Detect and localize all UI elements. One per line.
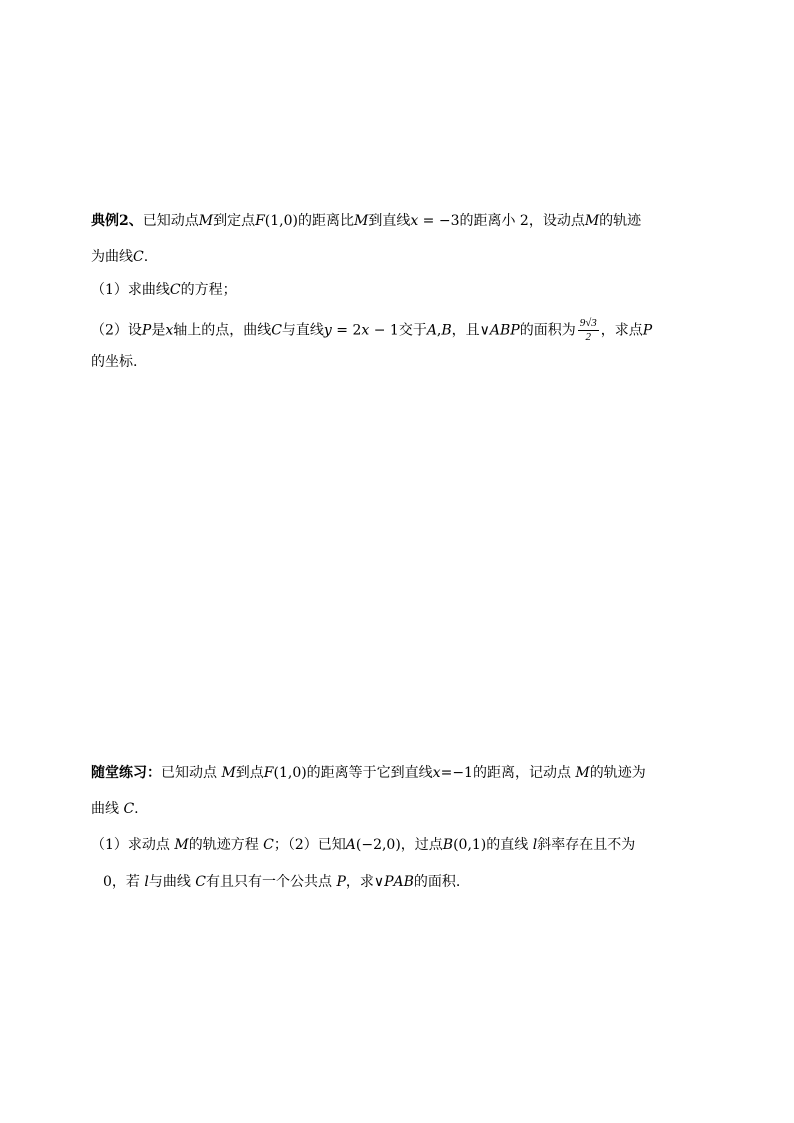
practice-label: 随堂练习：	[91, 765, 161, 781]
practice-line2: 曲线 𝐶.	[91, 801, 139, 817]
example2-question1: （1）求曲线𝐶的方程；	[91, 282, 237, 298]
example2-q2-text: （2）设𝑃是𝑥轴上的点，曲线𝐶与直线𝑦 = 2𝑥 − 1交于𝐴,𝐵，且∨𝐴𝐵𝑃的面积为	[91, 322, 576, 339]
fraction-numerator: 9√3	[579, 317, 597, 329]
practice-line1	[91, 764, 646, 782]
example2-q2-fraction	[578, 317, 599, 344]
practice-question-line1: （1）求动点 𝑀的轨迹方程 𝐶；（2）已知𝐴(−2,0)，过点𝐵(0,1)的直线 𝑙斜率存在且不为	[91, 837, 636, 853]
example2-text-line1: 已知动点𝑀到定点𝐹(1,0)的距离比𝑀到直线𝑥 = −3的距离小 2，设动点𝑀的轨迹	[142, 213, 642, 229]
practice-question-line2: 0，若 𝑙与曲线 𝐶有且只有一个公共点 𝑃，求∨𝑃𝐴𝐵的面积.	[103, 874, 461, 890]
example2-line1	[91, 212, 641, 230]
fraction-denominator: 2	[585, 331, 591, 343]
example2-question2-line2: 的坐标.	[91, 354, 138, 370]
example2-question2	[91, 317, 652, 344]
practice-text-line1: 已知动点 𝑀到点𝐹(1,0)的距离等于它到直线𝑥=−1的距离，记动点 𝑀的轨迹为	[161, 765, 646, 781]
example2-label: 典例2、	[91, 213, 143, 229]
example2-line2: 为曲线𝐶.	[91, 249, 149, 265]
example2-q2-tail: ，求点𝑃	[600, 322, 653, 339]
